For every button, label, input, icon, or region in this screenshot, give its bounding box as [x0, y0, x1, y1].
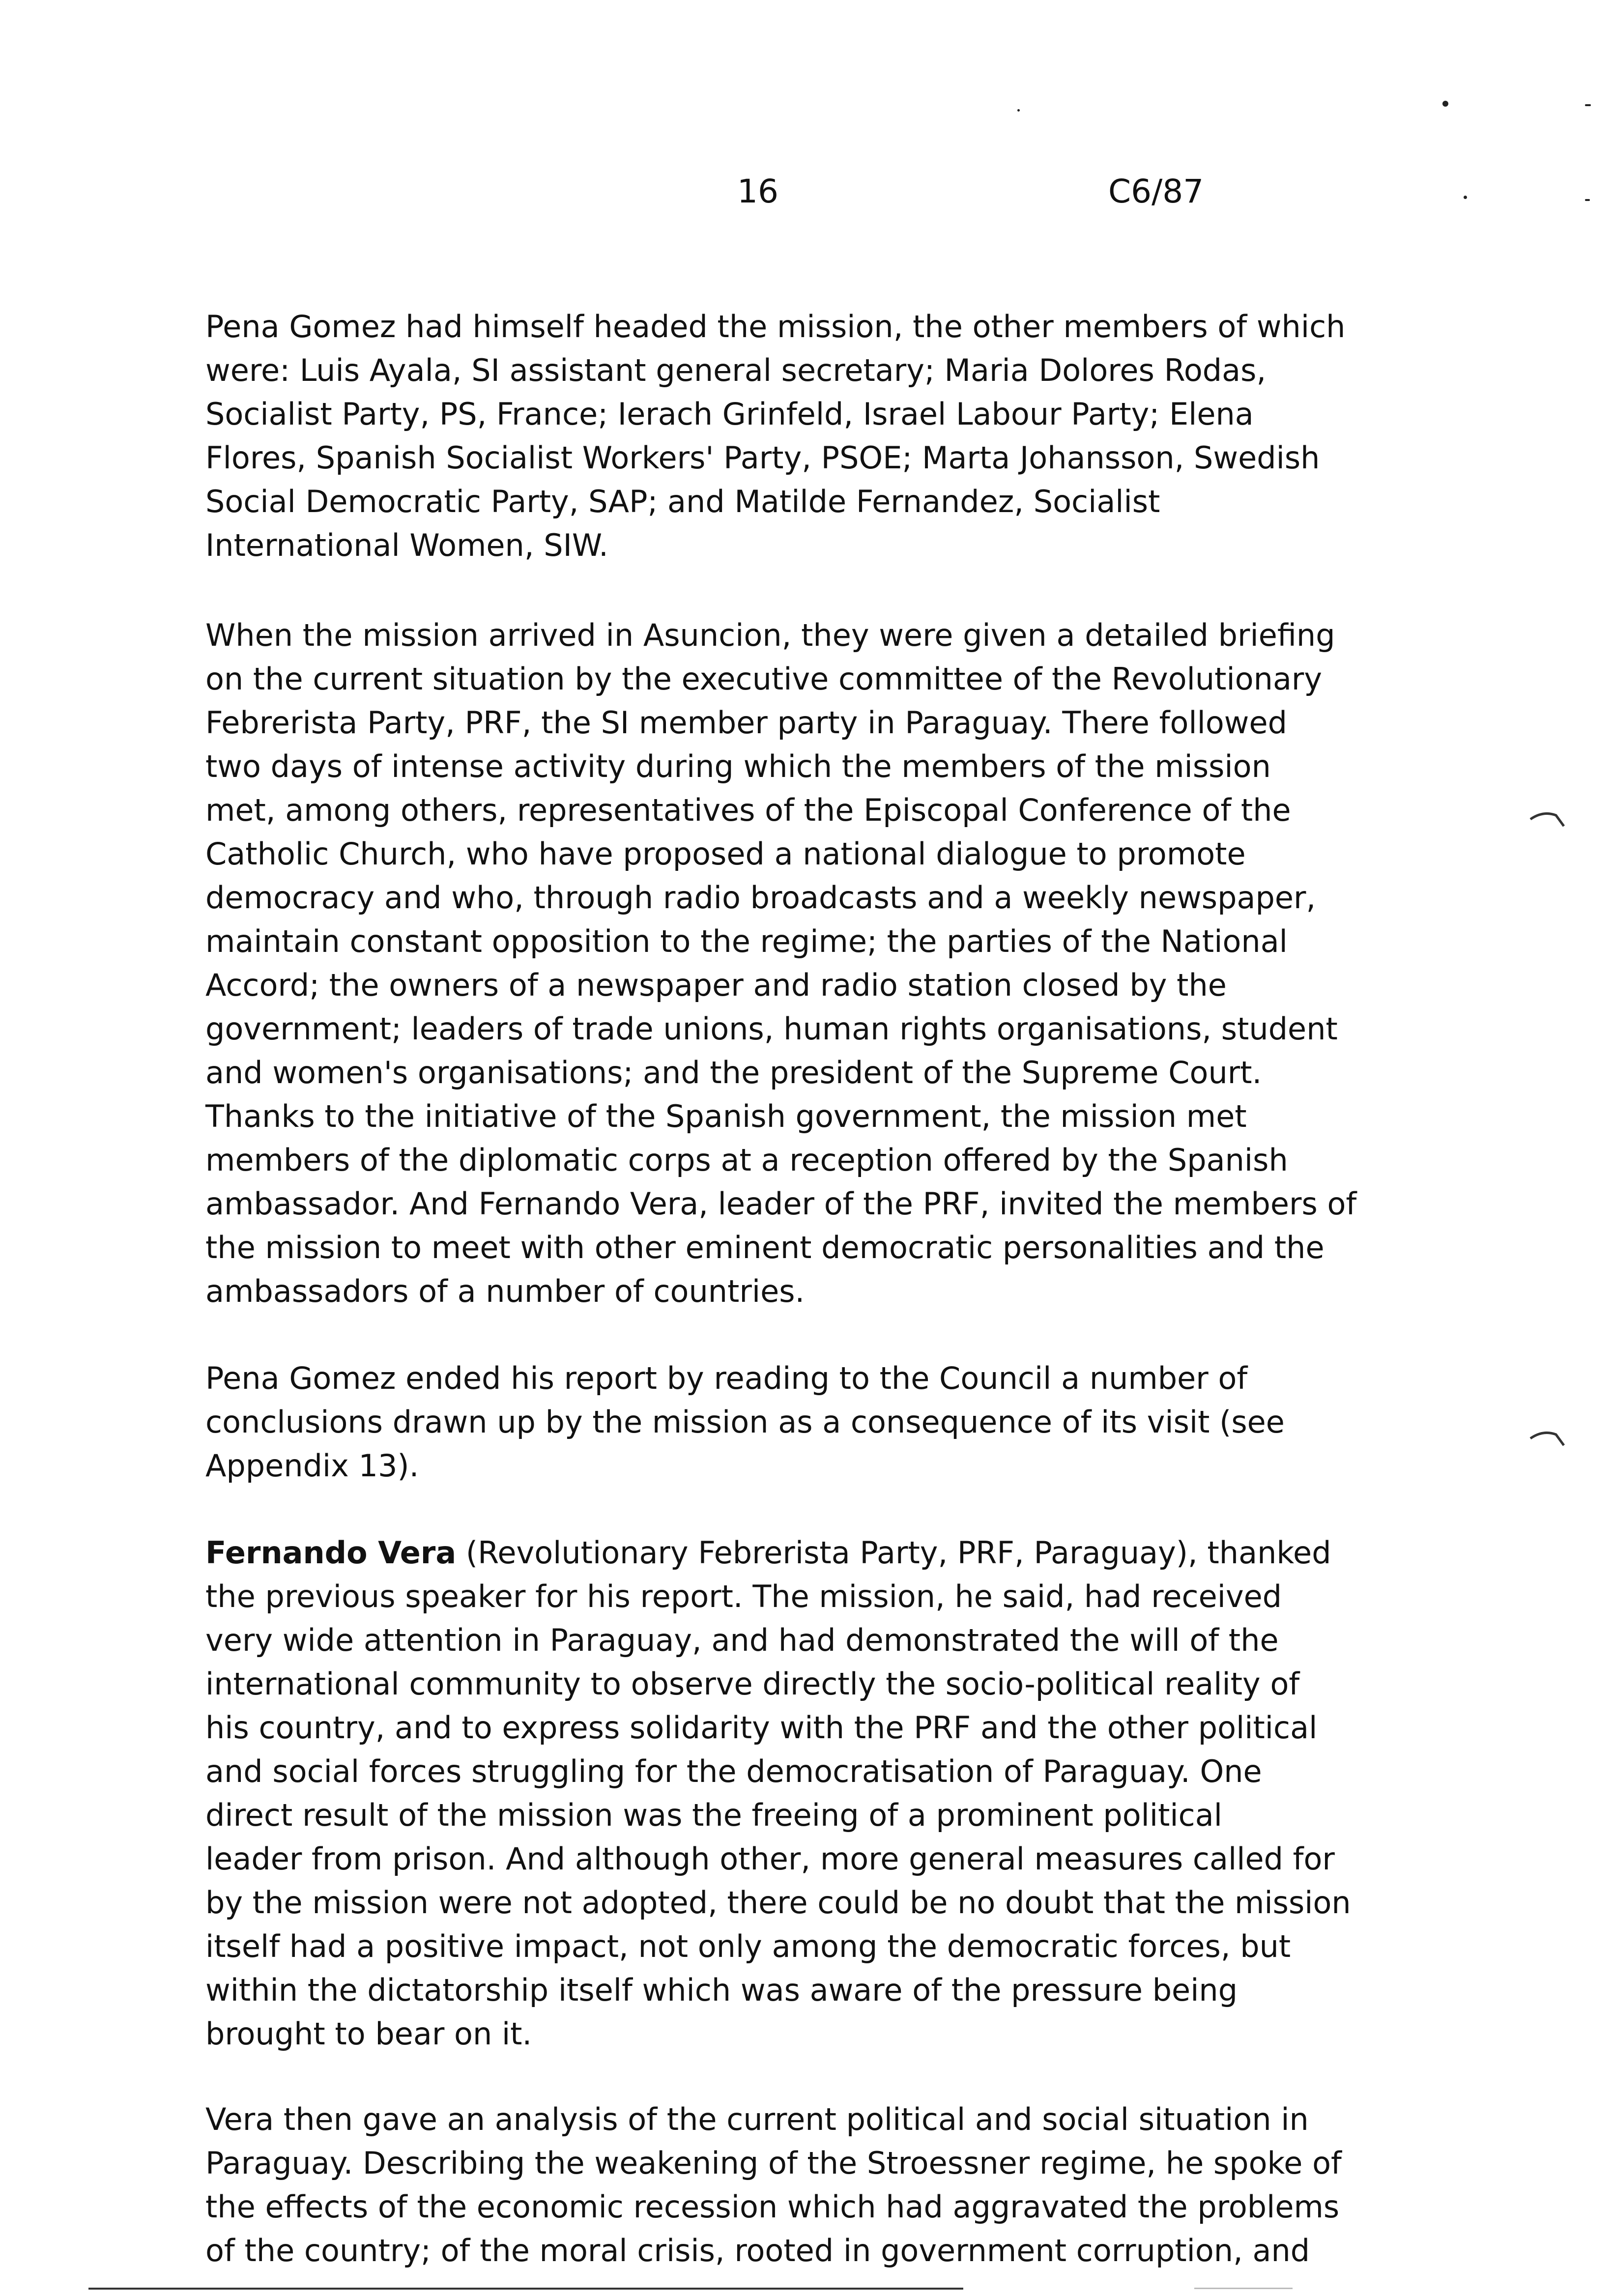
text-line: Pena Gomez had himself headed the mission, the other members of which — [205, 309, 1346, 344]
text-line: ambassador. And Fernando Vera, leader of the PRF, invited the members of — [205, 1186, 1357, 1222]
text-line: Accord; the owners of a newspaper and radio station closed by the — [205, 967, 1227, 1003]
text-line: Pena Gomez ended his report by reading to the Council a number of — [205, 1360, 1248, 1396]
text-line: government; leaders of trade unions, human rights organisations, student — [205, 1011, 1338, 1047]
bottom-rule-fragment — [1194, 2288, 1293, 2289]
scan-speck — [1585, 104, 1591, 106]
scan-speck — [1017, 109, 1020, 112]
paragraph-vera-analysis — [205, 2097, 1405, 2272]
text-line: met, among others, representatives of the Episcopal Conference of the — [205, 792, 1291, 828]
scan-speck — [1585, 199, 1590, 201]
text-line: of the country; of the moral crisis, rooted in government corruption, and — [205, 2233, 1310, 2268]
text-line: International Women, SIW. — [205, 527, 608, 563]
text-line: direct result of the mission was the freeing of a prominent political — [205, 1797, 1222, 1833]
text-line: by the mission were not adopted, there could be no doubt that the mission — [205, 1885, 1351, 1921]
text-line: conclusions drawn up by the mission as a consequence of its visit (see — [205, 1404, 1285, 1440]
text-line: his country, and to express solidarity with the PRF and the other political — [205, 1710, 1318, 1746]
speaker-affiliation: (Revolutionary Febrerista Party, PRF, Paraguay), thanked — [456, 1535, 1331, 1571]
paragraph-mission-members — [205, 305, 1405, 567]
text-line: on the current situation by the executive committee of the Revolutionary — [205, 661, 1323, 697]
paragraph-vera-statement — [205, 1531, 1405, 2056]
text-line: two days of intense activity during which the members of the mission — [205, 748, 1271, 784]
text-line: Febrerista Party, PRF, the SI member party in Paraguay. There followed — [205, 705, 1287, 741]
text-line: and social forces struggling for the democratisation of Paraguay. One — [205, 1753, 1262, 1789]
text-line: itself had a positive impact, not only among the democratic forces, but — [205, 1928, 1291, 1964]
scan-mark-icon — [1528, 1428, 1568, 1447]
text-line: When the mission arrived in Asuncion, they were given a detailed briefing — [205, 617, 1335, 653]
text-line: leader from prison. And although other, more general measures called for — [205, 1841, 1335, 1877]
text-line: Catholic Church, who have proposed a national dialogue to promote — [205, 836, 1246, 872]
text-line: international community to observe directly the socio-political reality of — [205, 1666, 1300, 1702]
text-line: Appendix 13). — [205, 1448, 419, 1484]
scan-speck — [1464, 196, 1467, 199]
text-line: were: Luis Ayala, SI assistant general secretary; Maria Dolores Rodas, — [205, 352, 1267, 388]
scan-mark-icon — [1528, 808, 1568, 828]
paragraph-mission-arrival — [205, 613, 1405, 1313]
text-line: very wide attention in Paraguay, and had demonstrated the will of the — [205, 1622, 1279, 1658]
text-line: ambassadors of a number of countries. — [205, 1273, 805, 1309]
text-line: the previous speaker for his report. The mission, he said, had received — [205, 1578, 1282, 1614]
scan-speck — [1442, 101, 1448, 107]
text-line — [205, 1531, 1405, 1575]
text-line: the mission to meet with other eminent democratic personalities and the — [205, 1230, 1324, 1265]
document-reference: C6/87 — [1108, 172, 1204, 210]
text-line: maintain constant opposition to the regime; the parties of the National — [205, 923, 1288, 959]
text-line: Socialist Party, PS, France; Ierach Grinfeld, Israel Labour Party; Elena — [205, 396, 1254, 432]
text-line: Social Democratic Party, SAP; and Matilde Fernandez, Socialist — [205, 484, 1160, 519]
text-line: the effects of the economic recession which had aggravated the problems — [205, 2189, 1340, 2225]
text-line: within the dictatorship itself which was aware of the pressure being — [205, 1972, 1238, 2008]
text-line: Vera then gave an analysis of the current political and social situation in — [205, 2101, 1309, 2137]
bottom-rule — [88, 2288, 963, 2290]
text-line: Paraguay. Describing the weakening of the Stroessner regime, he spoke of — [205, 2145, 1342, 2181]
text-line: brought to bear on it. — [205, 2016, 532, 2052]
text-line: and women's organisations; and the president of the Supreme Court. — [205, 1055, 1262, 1091]
text-line: democracy and who, through radio broadcasts and a weekly newspaper, — [205, 880, 1316, 916]
text-line: Thanks to the initiative of the Spanish government, the mission met — [205, 1098, 1247, 1134]
page-number: 16 — [737, 172, 778, 210]
text-line: Flores, Spanish Socialist Workers' Party, PSOE; Marta Johansson, Swedish — [205, 440, 1320, 476]
text-line: members of the diplomatic corps at a reception offered by the Spanish — [205, 1142, 1288, 1178]
paragraph-report-conclusion — [205, 1356, 1405, 1488]
speaker-name: Fernando Vera — [205, 1535, 457, 1571]
